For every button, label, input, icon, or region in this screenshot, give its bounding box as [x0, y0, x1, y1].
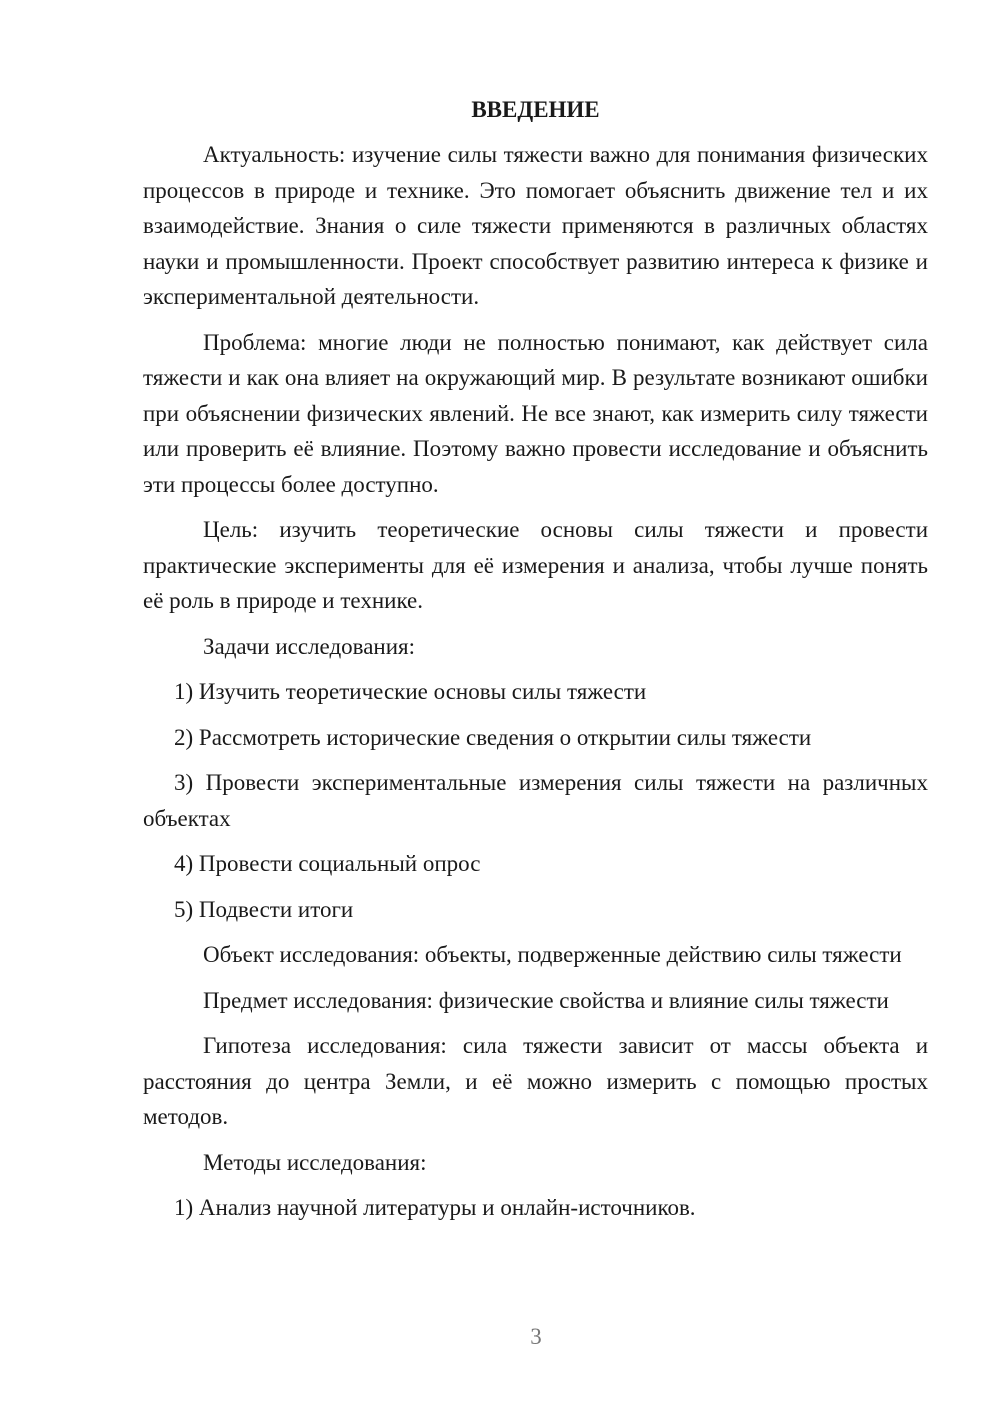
- object-paragraph: Объект исследования: объекты, подверженные действию силы тяжести: [203, 942, 902, 967]
- task-item-3: 3) Провести экспериментальные измерения силы тяжести на различных объектах: [143, 770, 928, 831]
- goal-paragraph: Цель: изучить теоретические основы силы тяжести и провести практические эксперименты для её измерения и анализа, чтобы лучше понять её роль в природе и технике.: [143, 517, 928, 613]
- task-item-2: 2) Рассмотреть исторические сведения о открытии силы тяжести: [174, 724, 812, 750]
- method-item-1: 1) Анализ научной литературы и онлайн-источников.: [174, 1195, 696, 1220]
- subject-paragraph: Предмет исследования: физические свойства и влияние силы тяжести: [203, 987, 889, 1013]
- relevance-paragraph: Актуальность: изучение силы тяжести важно для понимания физических процессов в природе и технике. Это помогает объяснить движение тел и их взаимодействие. Знания о силе тяжести применяются в различных областях науки и промышленности. Проект способствует развитию интереса к физике и экспериментальной деятельности.: [143, 142, 928, 309]
- problem-paragraph: Проблема: многие люди не полностью понимают, как действует сила тяжести и как она влияет на окружающий мир. В результате возникают ошибки при объяснении физических явлений. Не все знают, как измерить силу тяжести или проверить её влияние. Поэтому важно провести исследование и объяснить эти процессы более доступно.: [143, 329, 928, 497]
- tasks-heading: Задачи исследования:: [203, 633, 416, 659]
- methods-heading: Методы исследования:: [203, 1149, 427, 1175]
- page-number: 3: [530, 1324, 542, 1349]
- document-page: [143, 92, 928, 1236]
- task-item-1: 1) Изучить теоретические основы силы тяжести: [174, 679, 647, 704]
- section-title: ВВЕДЕНИЕ: [471, 97, 600, 122]
- task-item-4: 4) Провести социальный опрос: [174, 851, 481, 876]
- task-item-5: 5) Подвести итоги: [174, 896, 354, 922]
- hypothesis-paragraph: Гипотеза исследования: сила тяжести зависит от массы объекта и расстояния до центра Земли, и её можно измерить с помощью простых методов.: [143, 1033, 928, 1129]
